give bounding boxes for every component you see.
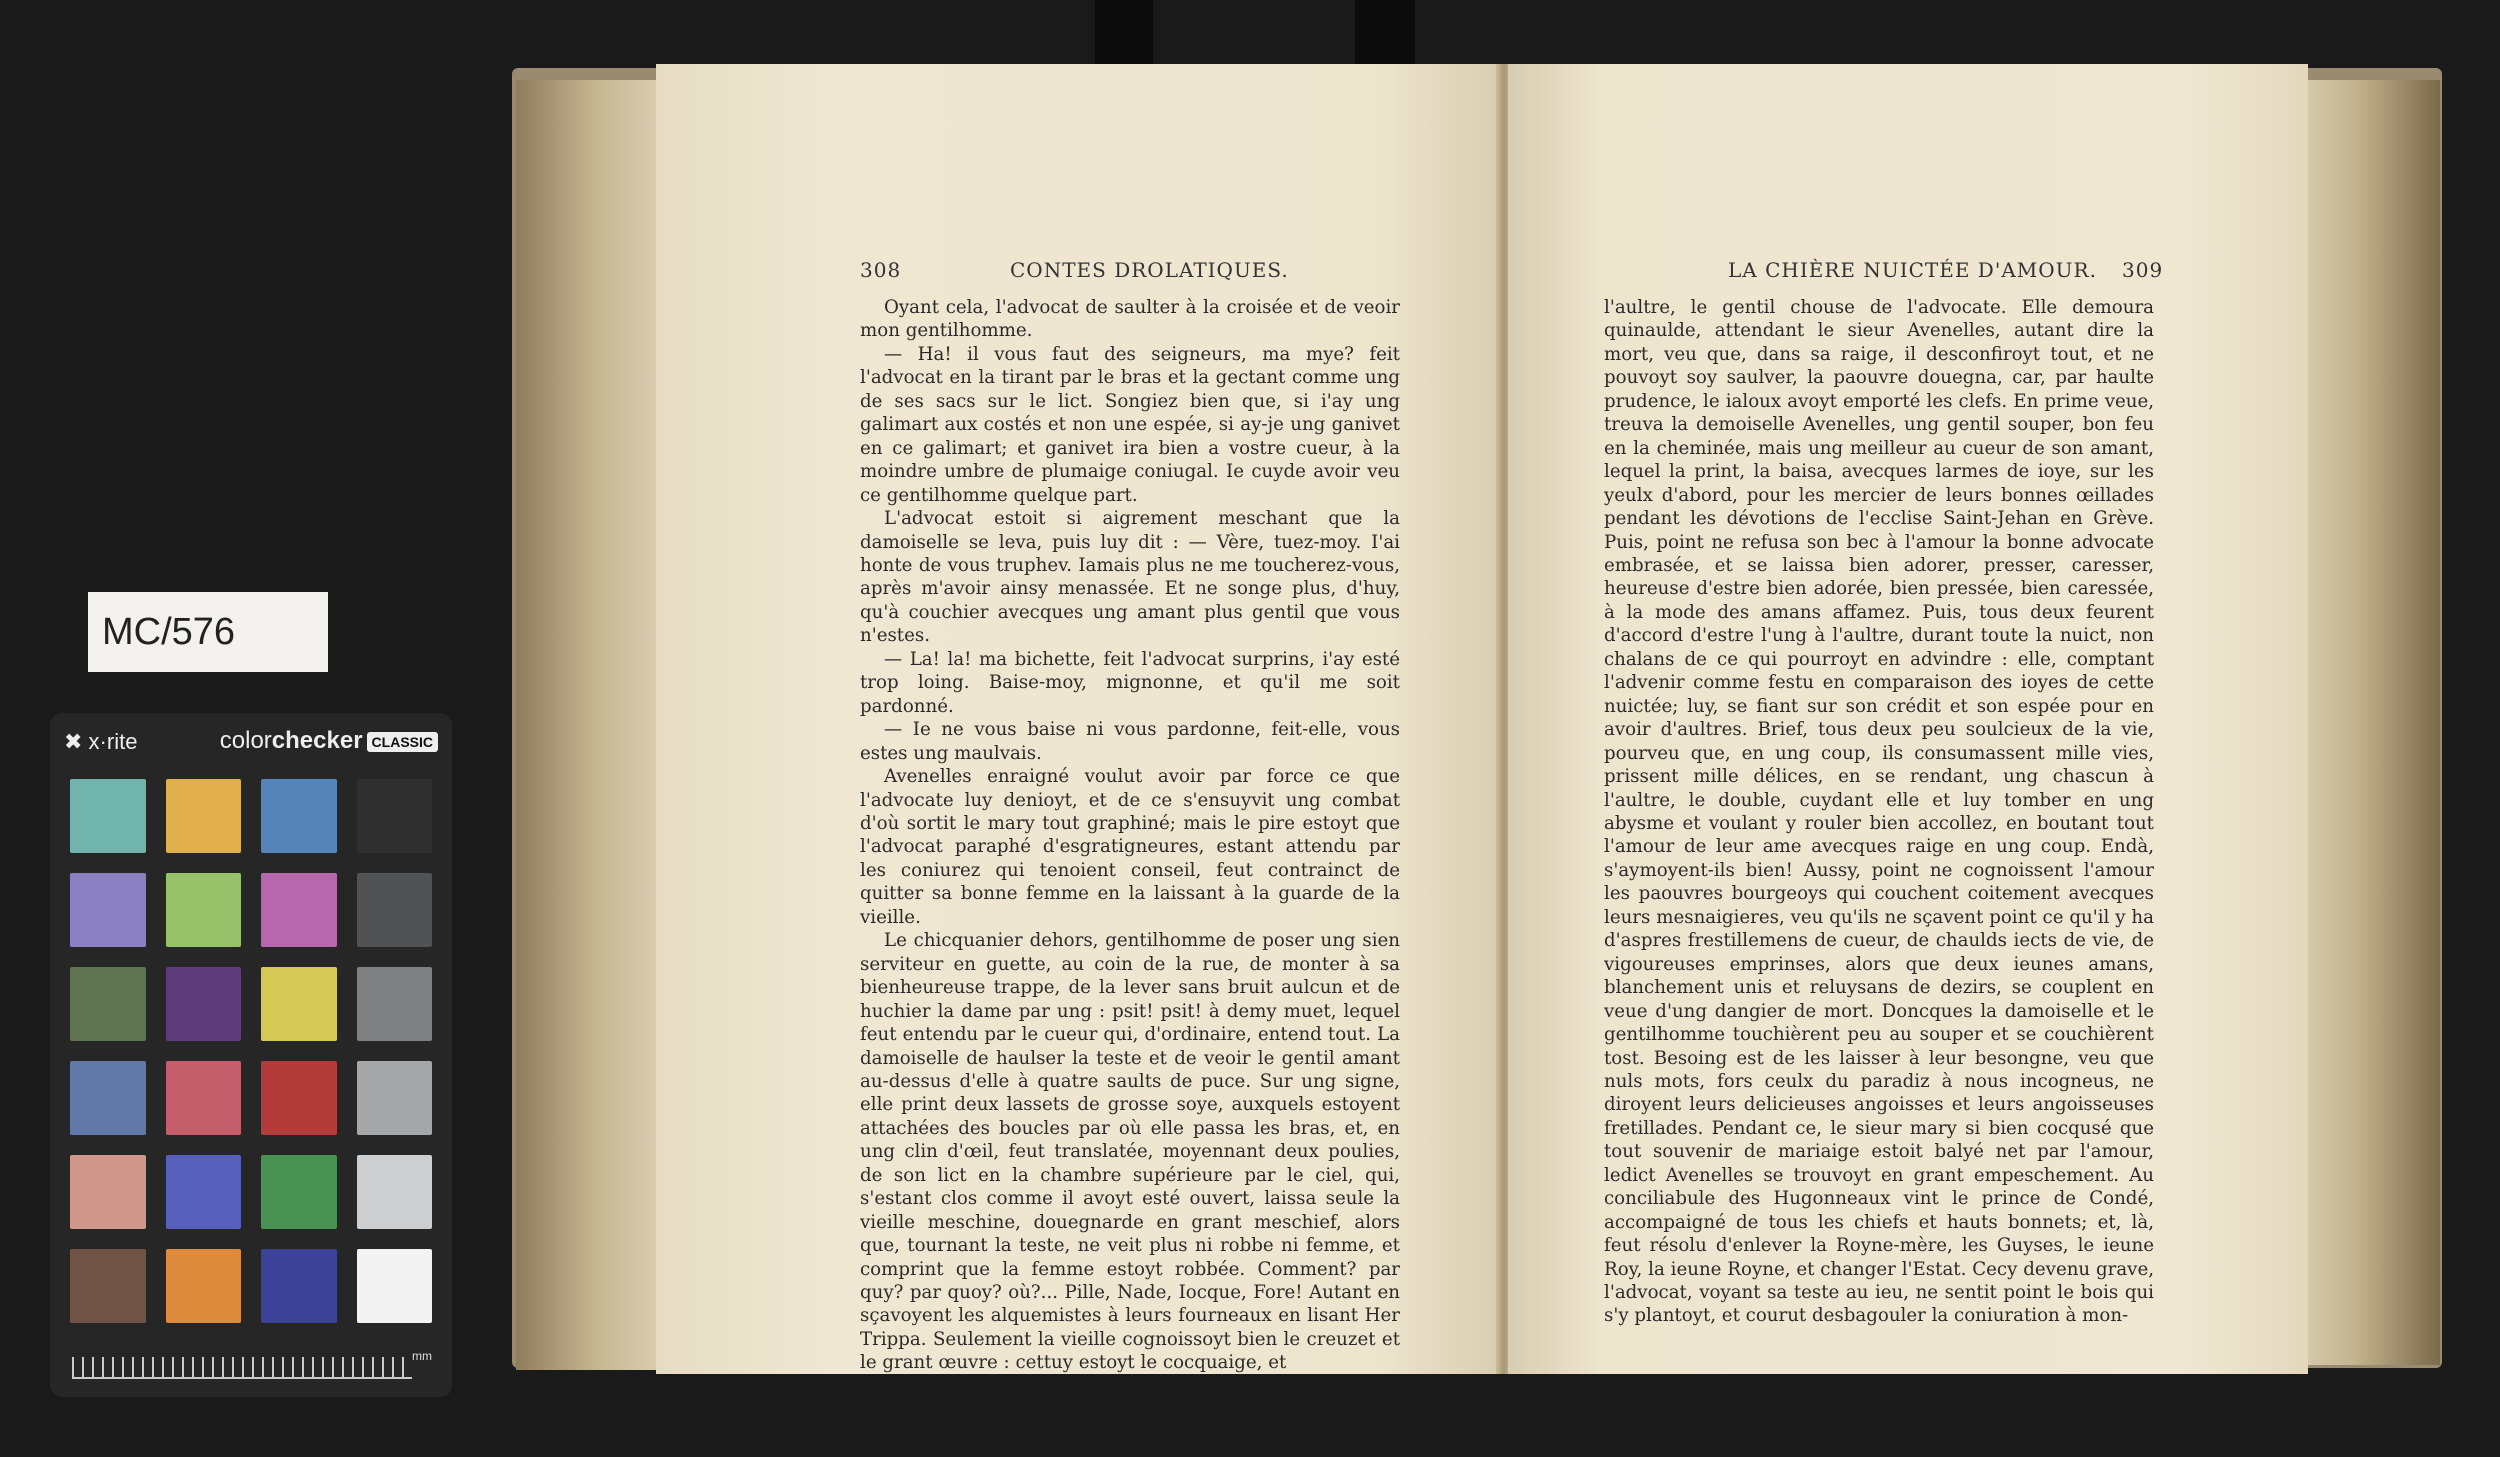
color-swatch [166,1155,242,1229]
color-swatch [166,1249,242,1323]
reference-tag: MC/576 [88,592,328,672]
color-swatch [357,1155,433,1229]
left-running-head: CONTES DROLATIQUES. [1010,258,1289,282]
right-page-block-edge [2300,80,2440,1365]
paragraph: Avenelles enraigné voulut avoir par force ce que l'advocate luy denioyt, et de ce s'ensuyvit ung combat d'où sortit le mary tout graphiné; mais le pire estoyt que l'advocat paraphé d'esgratigneures, estant attendu par les coniurez qui tenoient conseil, feut contrainct de quitter sa bonne femme en la laissant à la guarde de la vieille. [860,766,1400,928]
paragraph: Le chicquanier dehors, gentilhomme de poser ung sien serviteur en guette, au coin de la rue, de monter à sa bienheureuse trappe, de la lever sans bruit aulcun et de huchier la dame par ung : psit! psit! à demy muet, lequel feut entendu par le cueur qui, d'ordinaire, entend tout. La damoiselle de haulser la teste et de veoir le gentil amant au-dessus d'elle à quatre saults de puce. Sur ung signe, elle print deux lassets de grosse soye, auxquels estoyent attachées des boucles par où elle passa les bras, et, en ung clin d'œil, feut translatée, moyennant deux poulies, de son lict en la chambre supérieure par le ciel, qui, s'estant clos comme il avoyt esté ouvert, laissa seule la vieille meschine, douegnarde en grant meschief, alors que, tournant la teste, ne veit plus ni robbe ni femme, et comprint que la femme estoyt robbée. Comment? par quy? par quoy? où?... Pille, Nade, Iocque, Fore! Autant en sçavoyent les alquemistes à leurs fourneaux en lisant Her Trippa. Seulement la vieille cognoissoyt bien le creuzet et le grant œuvre : cettuy estoyt le cocquaige, et [860,930,1400,1374]
top-strip-right [1355,0,1415,70]
classic-badge: CLASSIC [367,732,438,752]
left-page-number: 308 [860,258,902,282]
paragraph: L'advocat estoit si aigrement meschant que la damoiselle se leva, puis luy dit : — Vère, tuez-moy. I'ai honte de vous truphev. Iamais plus ne me toucherez-vous, après m'avoir ainsy menassée. Et ne songe plus, d'huy, qu'à couchier avecques ung amant plus gentil que vous n'estes. [860,508,1400,647]
color-swatch [357,1061,433,1135]
paragraph: l'aultre, le gentil chouse de l'advocate. Elle demoura quinaulde, attendant le sieur Avenelles, autant dire la mort, veu que, dans sa raige, il desconfiroyt tout, et ne pouvoyt soy saulver, la paouvre douegna, car, par haulte prudence, le ialoux avoyt emporté les clefs. En prime veue, treuva la demoiselle Avenelles, ung gentil souper, bon feu en la cheminée, mais ung meilleur au cueur de son amant, lequel la print, la baisa, avecques larmes de ioye, sur les yeulx d'abord, pour les mercier de leurs bonnes œillades pendant les dévotions de l'ecclise Saint-Jehan en Grève. Puis, point ne refusa son bec à l'amour la bonne advocate embrasée, et se laissa bien adorer, presser, caresser, heureuse d'estre bien adorée, bien pressée, bien caressée, à la mode des amans affamez. Puis, tous deux feurent d'accord d'estre l'ung à l'aultre, durant toute la nuict, non chalans de ce qui pourroyt en advindre : elle, comptant l'advenir comme festu en comparaison des ioyes de cette nuictée; luy, se fiant sur son crédit et son espée pour en avoir d'aultres. Brief, tous deux peu soulcieux de la vie, pourveu que, en ung coup, ils consumassent mille vies, prissent mille délices, en se rendant, ung chascun à l'aultre, le double, cuydant elle et luy tomber en ung abysme et voulant y rouler bien accollez, en boutant tout l'amour de leur ame avecques raige en ung coup. Endà, s'aymoyent-ils bien! Aussy, point ne cognoissent l'amour les paouvres bourgeoys qui couchent coitement avecques leurs mesnaigieres, veu qu'ils ne sçavent point ce qu'il y ha d'aspres frestillemens de cueur, de chaulds iects de vie, de vigoureuses emprinses, alors que deux ieunes amans, blanchement unis et reluysans de dezirs, se couplent en veue d'ung dangier de mort. Doncques la damoiselle et le gentilhomme touchièrent peu au souper et se couchièrent tost. Besoing est de les laisser à leur besongne, veu que nuls mots, fors ceulx du paradiz à nous incogneus, ne diroyent leurs delicieuses angoisses et leurs angoisseuses fretillades. Pendant ce, le sieur mary si bien cocqusé que tout souvenir de mariaige estoit balyé net par l'amour, ledict Avenelles se trouvoyt en grant empeschement. Au conciliabule des Hugonneaux vint le prince de Condé, accompaigné de tous les chiefs et hauts bonnets; et, là, feut résolu d'enlever la Royne-mère, les Guyses, le ieune Roy, la ieune Royne, et changer l'Estat. Cecy devenu grave, l'advocat, voyant sa teste au ieu, ne sentit point le bois qui s'y plantoyt, et courut desbagouler la coniuration à mon- [1604,297,2154,1327]
color-swatch-grid [70,779,432,1323]
color-swatch [70,967,146,1041]
color-swatch [357,967,433,1041]
top-strip-left [1095,0,1153,70]
paragraph: — La! la! ma bichette, feit l'advocat surprins, i'ay esté trop loing. Baise-moy, mignonne, et qu'il me soit pardonné. [860,648,1400,717]
ruler-unit-label: mm [412,1349,432,1363]
color-swatch [70,1155,146,1229]
paragraph: Oyant cela, l'advocat de saulter à la croisée et de veoir mon gentilhomme. [860,297,1400,342]
color-swatch [166,967,242,1041]
color-swatch [70,1061,146,1135]
color-swatch [261,1061,337,1135]
left-page-block-edge [516,80,656,1370]
left-page [656,64,1502,1374]
color-swatch [166,873,242,947]
paragraph: — Ie ne vous baise ni vous pardonne, feit-elle, vous estes ung maulvais. [860,719,1400,764]
color-swatch [261,779,337,853]
color-swatch [357,1249,433,1323]
color-swatch [70,1249,146,1323]
xrite-logo: ✖ x·rite [64,729,138,754]
right-page [1508,64,2308,1374]
color-swatch [357,779,433,853]
colorchecker-card [50,713,452,1397]
mm-ruler [72,1357,412,1379]
right-page-text [1604,296,2154,1328]
color-swatch [261,967,337,1041]
color-swatch [70,873,146,947]
color-swatch [357,873,433,947]
paragraph: — Ha! il vous faut des seigneurs, ma mye? feit l'advocat en la tirant par le bras et la gectant comme ung de ses sacs sur le lict. Songiez bien que, si i'ay ung galimart aux costés et non une espée, si ay-je ung ganivet en ce galimart; et ganivet ira bien a vostre cueur, à la moindre umbre de plumaige coniugal. Ie cuyde avoir veu ce gentilhomme quelque part. [860,343,1400,506]
right-running-head: LA CHIÈRE NUICTÉE D'AMOUR. [1728,258,2097,282]
color-swatch [70,779,146,853]
color-swatch [261,1249,337,1323]
colorchecker-label: colorchecker CLASSIC [220,727,438,755]
left-page-text [860,296,1400,1375]
color-swatch [166,779,242,853]
color-swatch [261,873,337,947]
color-swatch [166,1061,242,1135]
color-swatch [261,1155,337,1229]
right-page-number: 309 [2122,258,2164,282]
